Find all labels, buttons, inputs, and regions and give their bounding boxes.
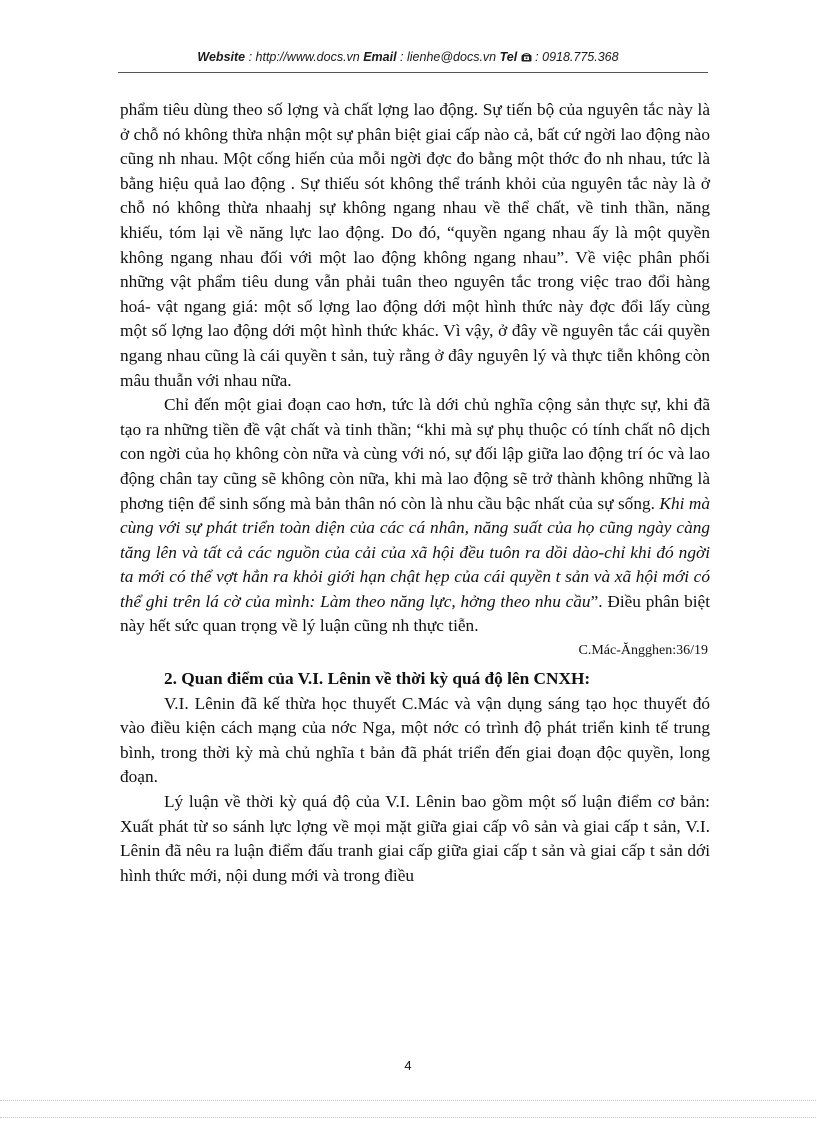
website-value: : http://www.docs.vn: [245, 50, 364, 64]
paragraph-3: V.I. Lênin đã kế thừa học thuyết C.Mác và vận dụng sáng tạo học thuyết đó vào điều kiện cách mạng của nớc Nga, một nớc có trình độ phát triển kinh tế trung bình, trong thời kỳ mà chủ nghĩa t bản đã phát triển đến giai đoạn độc quyền, long đoạn.: [120, 693, 710, 787]
email-label: Email: [363, 50, 397, 64]
phone-icon: [521, 50, 532, 64]
page-header: [0, 50, 816, 64]
citation: C.Mác-Ăngghen:36/19: [578, 643, 708, 659]
paragraph-1: phẩm tiêu dùng theo số lợng và chất lợng lao động. Sự tiến bộ của nguyên tắc này là ở chỗ nó không thừa nhận một sự phân biệt giai cấp nào cả, bất cứ ngời lao động nào cũng nh nhau. Một cống hiến của mỗi ngời đợc đo bằng một thớc đo nh nhau, tức là bằng hiệu quả lao động . Sự thiếu sót không thể tránh khỏi của nguyên tắc này là ở chỗ nó không thừa nhaahj sự không ngang nhau về thể chất, về tinh thần, năng khiếu, tóm lại về năng lực lao động. Do đó, “quyền ngang nhau ấy là một quyền không ngang nhau đối với một lao động không ngang nhau”. Về việc phân phối những vật phẩm tiêu dung vẫn phải tuân theo nguyên tắc trong việc trao đổi hàng hoá- vật ngang giá: một số lợng lao động dới một hình thức này đợc đổi lấy cùng một số lợng lao động dới một hình thức khác. Vì vậy, ở đây về nguyên tắc cái quyền ngang nhau cũng là cái quyền t sản, tuỳ rằng ở đây nguyên lý và thực tiễn không còn mâu thuẫn với nhau nữa.: [120, 100, 710, 390]
header-rule: [118, 72, 708, 73]
page-number: 4: [404, 1058, 412, 1073]
tel-value: : 0918.775.368: [531, 50, 619, 64]
section-heading: 2. Quan điểm của V.I. Lênin về thời kỳ quá độ lên CNXH:: [164, 669, 591, 689]
paragraph-2-tail: ”. Điều phân biệt này hết sức quan trọng về lý luận cũng nh thực tiễn.: [120, 591, 711, 636]
page-bottom-border-2: [0, 1117, 816, 1118]
paragraph-2-quote: Khi mà cùng với sự phát triển toàn diện của các cá nhân, năng suất của họ cũng ngày càng tăng lên và tất cả các nguồn của cải của xã hội đều tuôn ra dồi dào-chỉ khi đó ngời ta mới có thể vợt hẳn ra khỏi giới hạn chật hẹp của cái quyền t sản và xã hội mới có thể ghi trên lá cờ của mình: Làm theo năng lực, hởng theo nhu cầu: [120, 493, 711, 611]
paragraph-4: Lý luận về thời kỳ quá độ của V.I. Lênin bao gồm một số luận điểm cơ bản: Xuất phát từ so sánh lực lợng về mọi mặt giữa giai cấp vô sản và giai cấp t sản, V.I. Lênin đã nêu ra luận điểm đấu tranh giai cấp giữa giai cấp t sản và giai cấp t sản dới hình thức mới, nội dung mới và trong điều: [120, 792, 710, 885]
website-label: Website: [197, 50, 246, 64]
tel-label: Tel: [499, 50, 518, 64]
paragraph-2: [120, 393, 710, 639]
page-bottom-border: [0, 1100, 816, 1101]
document-body: [120, 98, 710, 888]
email-value: : lienhe@docs.vn: [396, 50, 500, 64]
paragraph-2-text: Chỉ đến một giai đoạn cao hơn, tức là dới chủ nghĩa cộng sản thực sự, khi đã tạo ra những tiền đề vật chất và tinh thần; “khi mà sự phụ thuộc có tính chất nô dịch con ngời của họ không còn nữa và cùng với nó, sự đối lập giữa lao động trí óc và lao động chân tay cũng sẽ không còn nữa, khi mà lao động sẽ trở thành không những là phơng tiện để sinh sống mà bản thân nó còn là nhu cầu bậc nhất của sự sống.: [120, 395, 710, 513]
